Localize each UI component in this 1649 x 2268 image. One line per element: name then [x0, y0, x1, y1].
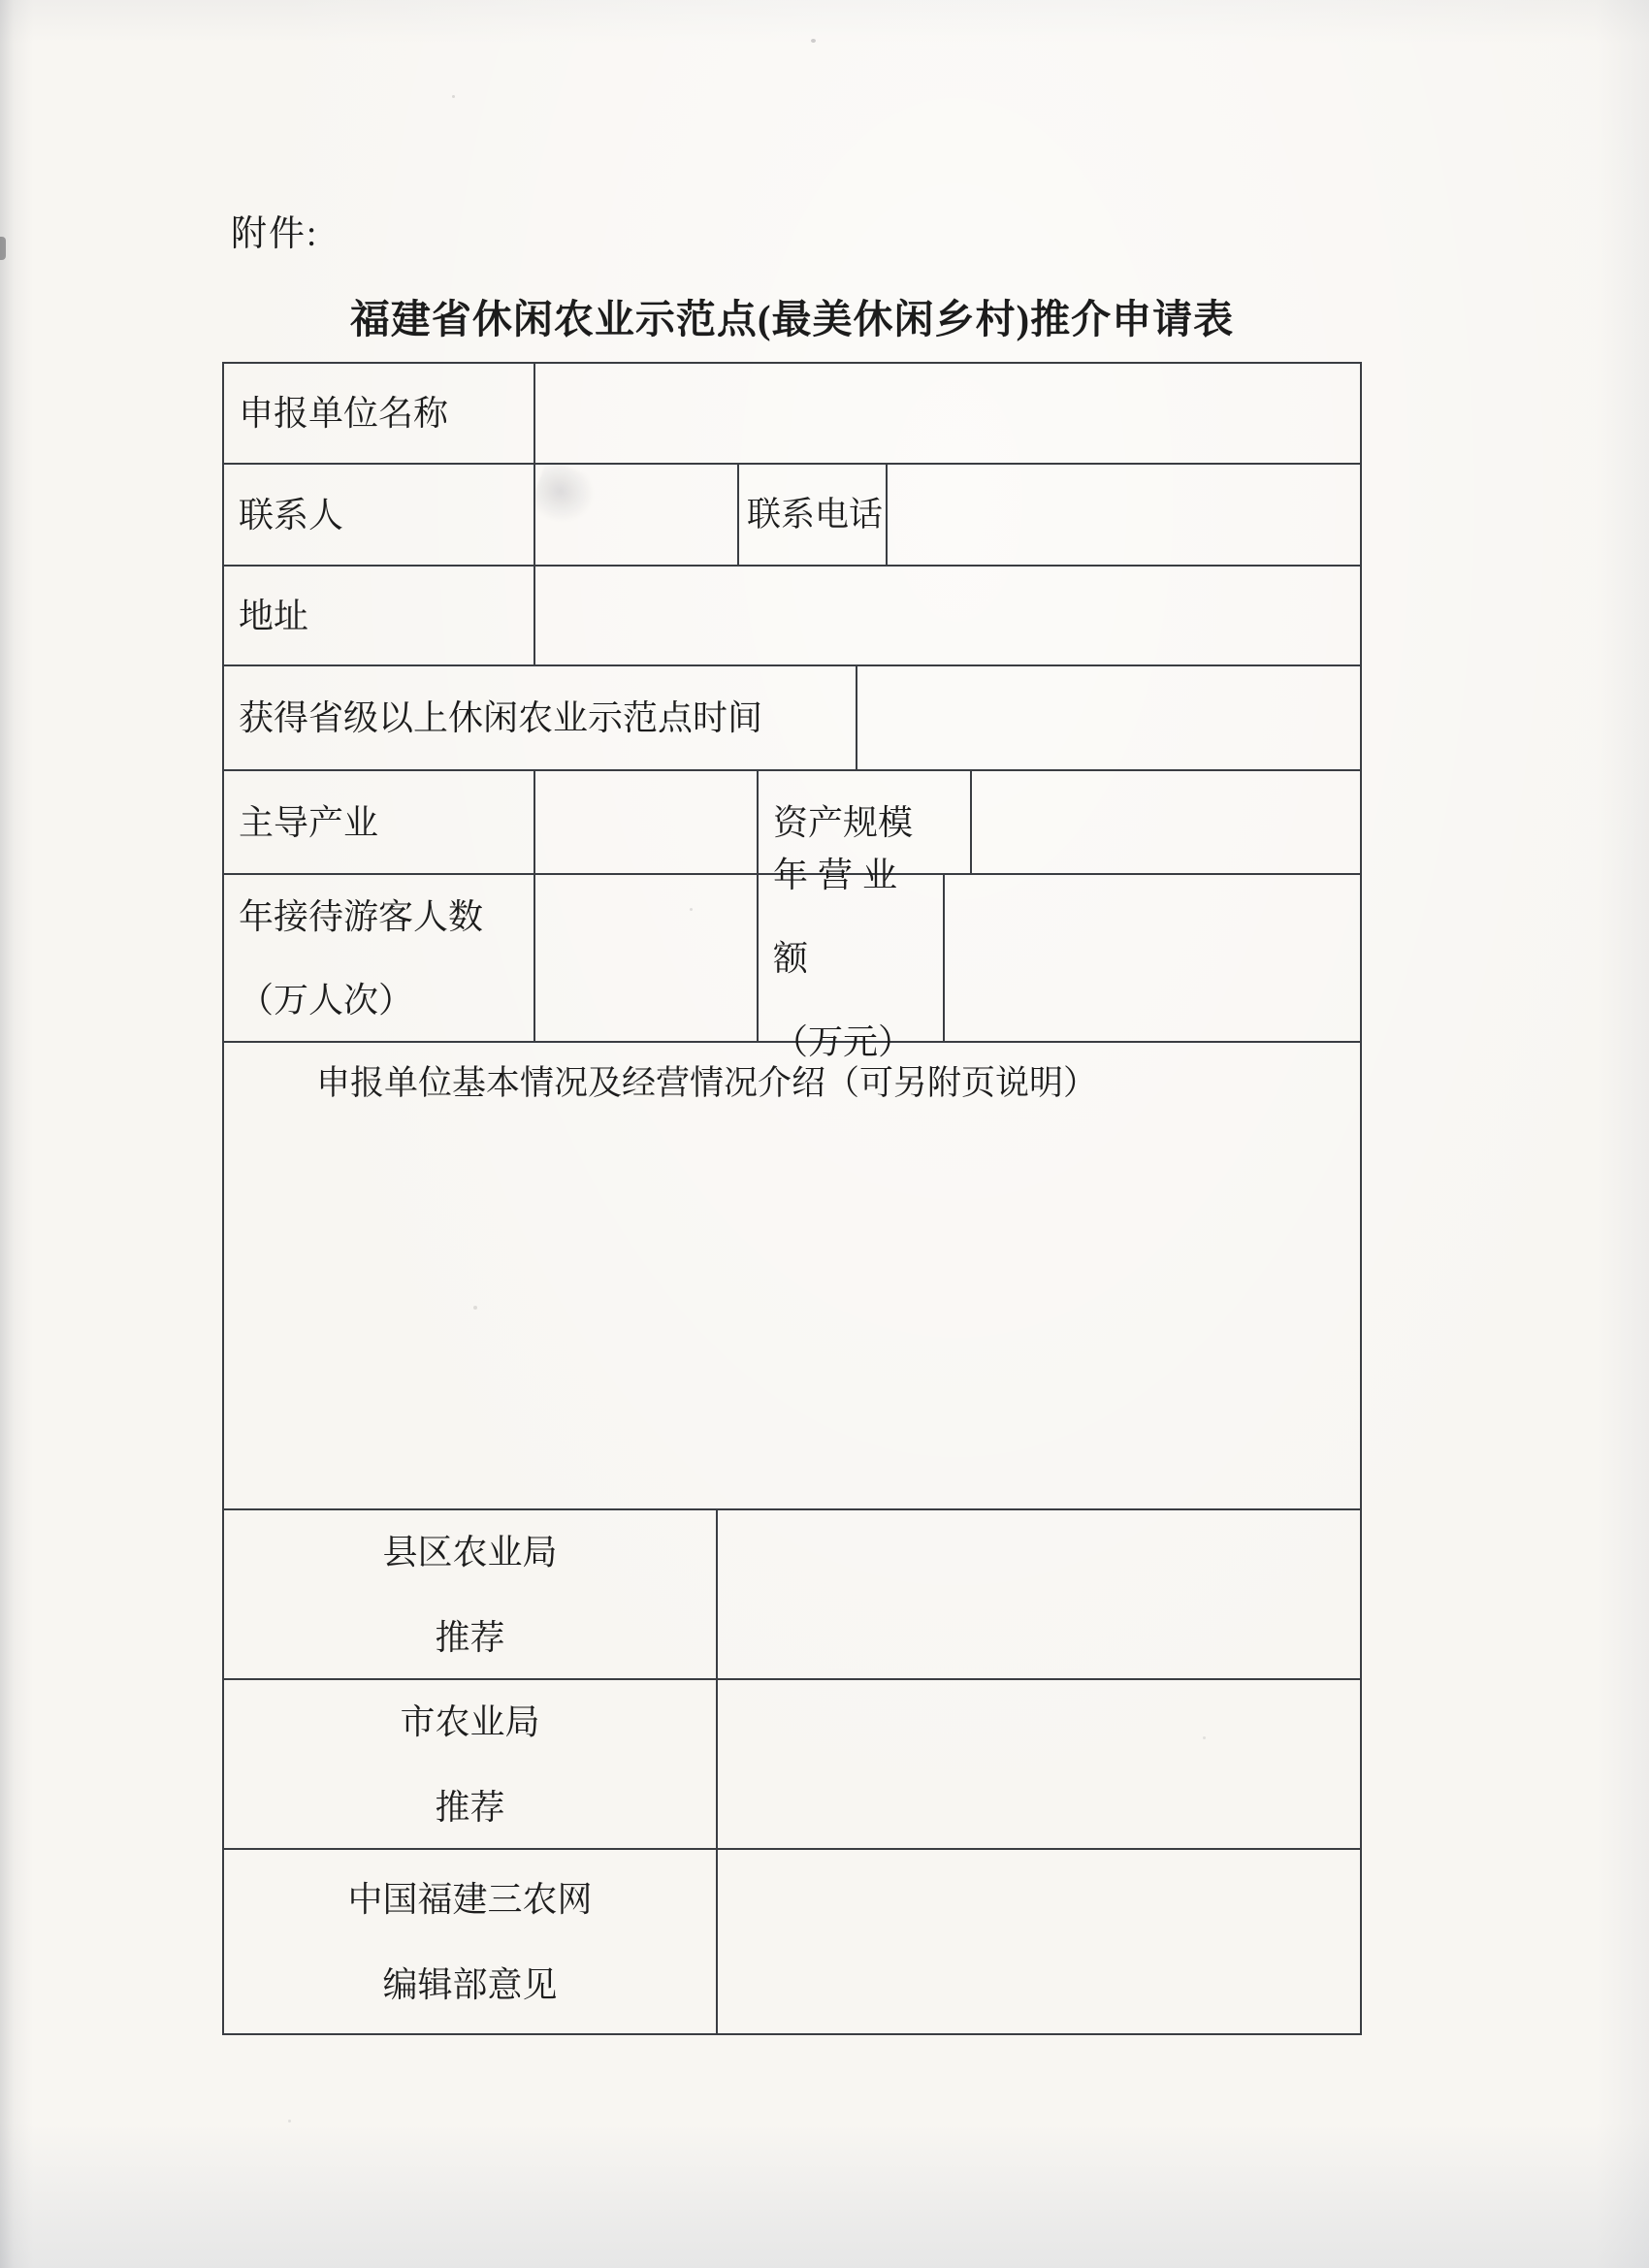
annual-turnover-label-line2: （万元） — [773, 1021, 914, 1061]
address-label: 地址 — [239, 596, 309, 635]
contact-phone-label-cell — [739, 465, 888, 565]
editorial-board-label-line2: 编辑部意见 — [382, 1964, 558, 2004]
city-bureau-label-cell — [224, 1680, 718, 1848]
address-value-cell — [535, 567, 1360, 664]
city-bureau-value-cell — [718, 1680, 1360, 1848]
scan-speck — [452, 95, 455, 98]
annual-visitors-label-cell — [224, 875, 535, 1041]
county-bureau-label-line2: 推荐 — [435, 1617, 505, 1657]
leading-industry-label: 主导产业 — [239, 802, 379, 842]
scan-speck — [811, 39, 816, 43]
row-editorial-board — [224, 1850, 1360, 2033]
scan-speck — [1203, 1736, 1206, 1739]
leading-industry-value-cell — [535, 771, 759, 873]
row-address — [224, 567, 1360, 666]
asset-scale-value-cell — [972, 771, 1360, 873]
editorial-board-value-cell — [718, 1850, 1360, 2033]
scan-speck — [690, 908, 693, 911]
annual-turnover-value-cell — [945, 875, 1360, 1041]
editorial-board-label-cell — [224, 1850, 718, 2033]
form-title: 福建省休闲农业示范点(最美休闲乡村)推介申请表 — [349, 297, 1235, 341]
scan-speck — [288, 2120, 291, 2122]
row-applicant-name — [224, 364, 1360, 465]
asset-scale-label: 资产规模 — [773, 802, 914, 842]
introduction-header: 申报单位基本情况及经营情况介绍（可另附页说明） — [316, 1064, 1098, 1102]
row-demonstration-site-time — [224, 666, 1360, 771]
contact-person-label-cell — [224, 465, 535, 565]
demonstration-site-time-value-cell — [857, 666, 1360, 769]
row-introduction — [224, 1043, 1360, 1510]
applicant-name-label: 申报单位名称 — [239, 394, 449, 433]
applicant-name-label-cell — [224, 364, 535, 463]
county-bureau-label-cell — [224, 1510, 718, 1678]
demonstration-site-time-label-cell — [224, 666, 857, 769]
row-county-bureau — [224, 1510, 1360, 1680]
applicant-name-value-cell — [535, 364, 1360, 463]
contact-phone-value-cell — [888, 465, 1360, 565]
contact-phone-label: 联系电话 — [747, 495, 884, 534]
row-visitors-turnover — [224, 855, 1360, 1061]
scan-speck — [473, 1306, 477, 1310]
attachment-label: 附件: — [231, 214, 319, 254]
row-contact — [224, 465, 1360, 567]
city-bureau-label-line2: 推荐 — [435, 1787, 505, 1827]
address-label-cell — [224, 567, 535, 664]
demonstration-site-time-label: 获得省级以上休闲农业示范点时间 — [239, 698, 763, 737]
editorial-board-label-line1: 中国福建三农网 — [347, 1879, 593, 1919]
leading-industry-label-cell — [224, 771, 535, 873]
application-form-table — [222, 362, 1362, 2035]
annual-visitors-label-line2: （万人次） — [239, 980, 414, 1020]
introduction-cell — [224, 1043, 1360, 1508]
city-bureau-label-line1: 市农业局 — [400, 1701, 540, 1741]
annual-turnover-label-line1: 年营业额 — [773, 855, 908, 978]
contact-person-label: 联系人 — [239, 495, 344, 535]
annual-visitors-value-cell — [535, 875, 759, 1041]
annual-turnover-label-cell — [759, 855, 945, 1061]
row-city-bureau — [224, 1680, 1360, 1850]
county-bureau-value-cell — [718, 1510, 1360, 1678]
annual-visitors-label-line1: 年接待游客人数 — [239, 896, 484, 936]
county-bureau-label-line1: 县区农业局 — [382, 1532, 558, 1571]
scan-edge-mark — [0, 237, 6, 260]
